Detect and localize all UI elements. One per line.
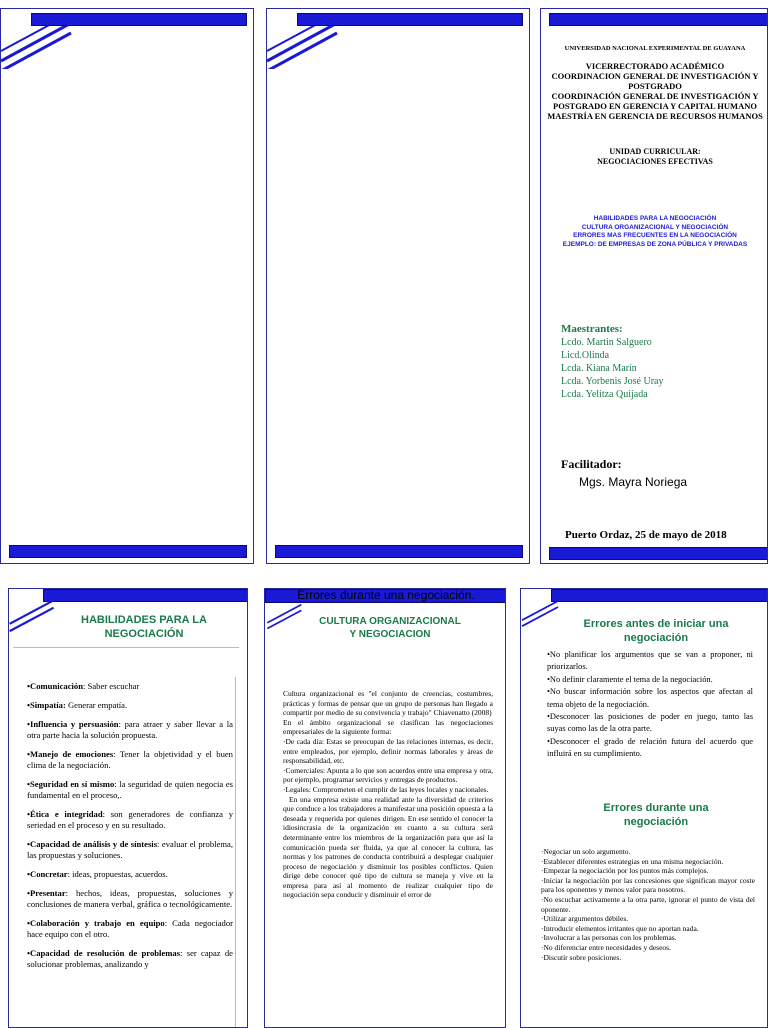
top-bar <box>549 13 768 26</box>
coordination-block <box>541 61 768 121</box>
errores-durante-title <box>551 801 761 829</box>
errores-panel <box>520 588 768 1028</box>
errores-durante-list: ·Negociar un solo argumento. ·Establecer diferentes estrategias en una misma negociación. ·Empezar la negociación por los puntos más complejos. ·Iniciar la negociación por las concesiones que significan mayor coste para los oponentes y menos valor para nosotros. ·No escuchar activamente a la otra parte, ignorar el punto de vista del oponente. ·Utilizar argumentos débiles. ·Introducir elementos irritantes que no aportan nada. ·Involucrar a las personas con los problemas. ·No diferenciar entre necesidades y deseos. ·Discutir sobre posiciones. <box>541 847 755 962</box>
skill-description: : son generadores de confianza y seriedad en el proceso y en su resultado. <box>27 809 233 830</box>
skill-item <box>27 809 233 831</box>
skill-item <box>27 918 233 940</box>
top-bar <box>297 13 523 26</box>
maestrante-name: Lcdo. Martin Salguero <box>561 337 652 348</box>
skill-item <box>27 700 233 711</box>
skill-description: : Saber escuchar <box>83 681 140 691</box>
skill-description: : para atraer y saber llevar a la otra parte hacia la solución propuesta. <box>27 719 233 740</box>
coordination-line: COORDINACIÓN GENERAL DE INVESTIGACIÓN Y <box>551 91 759 101</box>
curricular-unit <box>541 147 768 167</box>
cultura-title <box>285 615 495 641</box>
title-line: negociación <box>623 632 689 644</box>
coordination-line: COORDINACION GENERAL DE INVESTIGACIÓN Y <box>551 71 759 81</box>
bottom-bar <box>549 547 768 560</box>
skill-description: : Cada negociador hace equipo con el otro. <box>27 918 233 939</box>
paragraph: Cultura organizacional es "el conjunto de creencias, costumbres, prácticas y formas de pensar que un grupo de personas han llegado a compartir por medio de su convivencia y trabajo" Chiavenatto (2008) <box>283 689 493 718</box>
cultura-panel <box>264 588 506 1028</box>
panel-header-title: Errores durante una negociación. <box>297 588 475 602</box>
skill-item <box>27 681 233 692</box>
place-date: Puerto Ordaz, 25 de mayo de 2018 <box>565 529 727 541</box>
skill-description: : ser capaz de solucionar problemas, analizando y <box>27 948 233 969</box>
topic-line: EJEMPLO: DE EMPRESAS DE ZONA PÚBLICA Y PRIVADAS <box>562 240 748 248</box>
skill-name: •Influencia y persuasión <box>27 719 119 729</box>
coordination-line: POSTGRADO EN GERENCIA Y CAPITAL HUMANO <box>553 101 757 111</box>
habilidades-title <box>49 613 239 641</box>
skill-description: : Tener la objetividad y el buen clima de la negociación. <box>27 749 233 770</box>
skills-list <box>27 681 233 978</box>
blank-panel-left <box>0 8 254 564</box>
skill-name: •Capacidad de análisis y de síntesis <box>27 839 158 849</box>
skill-item <box>27 948 233 970</box>
skill-item <box>27 779 233 801</box>
coordination-line: POSTGRADO <box>628 81 682 91</box>
skill-item <box>27 869 233 880</box>
vicerrectorado: VICERRECTORADO ACADÉMICO <box>585 61 725 71</box>
maestrante-name: Licd.Olinda <box>561 350 610 361</box>
master-program: MAESTRÍA EN GERENCIA DE RECURSOS HUMANOS <box>547 111 763 121</box>
habilidades-panel <box>8 588 248 1028</box>
paragraph: ·Comerciales: Apunta a lo que son acuerdos entre una empresa y otra, por ejemplo, programar servicios y entregas de productos. <box>283 765 493 785</box>
top-bar <box>551 589 768 602</box>
maestrantes-block <box>561 323 664 401</box>
maestrante-name: Lcda. Yelitza Quijada <box>561 389 648 400</box>
skill-name: •Capacidad de resolución de problemas <box>27 948 181 958</box>
errores-antes-title <box>551 617 761 645</box>
title-line: Y NEGOCIACION <box>349 629 431 640</box>
title-line: CULTURA ORGANIZACIONAL <box>319 616 461 627</box>
title-line: Errores durante una <box>603 802 709 814</box>
skill-description: : la seguridad de quien negocia es fundamental en el proceso,. <box>27 779 233 800</box>
paragraph: En una empresa existe una realidad ante la diversidad de criterios que conduce a los trabajadores a manifestar una posición opuesta a la deseada y requerida por quienes dirigen. En ese sentido el conocer la idiosincrasia de la organización en cuanto a su cultura será determinante entre los miembros de la organización para que así la comunicación pueda ser fluida, ya que al conocer la cultura, las normas y los patrones de conducta contribuirá a desplegar cualquier proceso de negociación y disminuir los posibles conflictos. Quien dirige debe conocer qué tipo de cultura se maneja y vive en la empresa para así al momento de realizar cualquier tipo de negociación sepa conducir y disminuir el error de <box>283 794 493 900</box>
skill-description: Generar empatía. <box>65 700 128 710</box>
cultura-body <box>283 689 493 900</box>
title-line: negociación <box>623 816 689 828</box>
skill-description: : hechos, ideas, propuestas, soluciones y conclusiones de manera verbal, gráfica o tecnológicamente. <box>27 888 233 909</box>
maestrante-name: Lcda. Kiana Marín <box>561 363 637 374</box>
errores-antes-list: •No planificar los argumentos que se van a proponer, ni priorizarlos. •No definir claramente el tema de la negociación. •No buscar información sobre los aspectos que afectan al tema objeto de la negociación. •Desconocer las posiciones de poder en juego, tanto las suyas como las de la otra parte. •Desconocer el grado de relación futura del acuerdo que influirá en su cumplimiento. <box>547 650 753 759</box>
title-line: NEGOCIACIÓN <box>104 628 184 640</box>
university-name: UNIVERSIDAD NACIONAL EXPERIMENTAL DE GUAYANA <box>564 45 746 52</box>
bottom-bar <box>9 545 247 558</box>
skill-name: •Manejo de emociones <box>27 749 114 759</box>
top-bar <box>43 589 248 602</box>
skill-name: •Ética e integridad <box>27 809 103 819</box>
bottom-bar <box>275 545 523 558</box>
cover-panel <box>540 8 768 564</box>
skill-name: •Concretar <box>27 869 68 879</box>
topics-block <box>541 215 768 249</box>
facilitador-name: Mgs. Mayra Noriega <box>579 475 688 489</box>
topic-line: ERRORES MAS FRECUENTES EN LA NEGOCIACIÓN <box>573 232 737 239</box>
skill-item <box>27 888 233 910</box>
facilitador-label: Facilitador: <box>561 457 622 471</box>
unit-name: NEGOCIACIONES EFECTIVAS <box>597 157 713 166</box>
skill-item <box>27 839 233 861</box>
skill-item <box>27 719 233 741</box>
paragraph: ·De cada día: Estas se preocupan de las relaciones internas, es decir, entre empleados, por ejemplo, definir normas laborales y áreas de responsabilidad, etc. <box>283 736 493 766</box>
maestrante-name: Lcda. Yorbenis José Uray <box>561 376 664 387</box>
skill-name: •Seguridad en sí mismo <box>27 779 115 789</box>
skill-name: •Simpatía: <box>27 700 66 710</box>
maestrantes-label: Maestrantes: <box>561 323 623 335</box>
top-bar <box>31 13 247 26</box>
skill-name: •Comunicación <box>27 681 84 691</box>
unit-label: UNIDAD CURRICULAR: <box>609 147 701 156</box>
skill-description: : evaluar el problema, las propuestas y soluciones. <box>27 839 233 860</box>
paragraph: ·Legales: Comprometen el cumplir de las leyes locales y nacionales. <box>283 784 489 794</box>
paragraph: En el ámbito organizacional se clasifican las negociaciones empresariales de la siguiente forma: <box>283 717 493 737</box>
blank-panel-middle <box>266 8 530 564</box>
title-line: Errores antes de iniciar una <box>583 618 729 630</box>
skill-item <box>27 749 233 771</box>
skill-name: •Colaboración y trabajo en equipo <box>27 918 165 928</box>
skill-name: •Presentar <box>27 888 66 898</box>
topic-line: CULTURA ORGANIZACIONAL Y NEGOCIACIÓN <box>581 223 729 231</box>
title-line: HABILIDADES PARA LA <box>81 614 207 626</box>
skill-description: : ideas, propuestas, acuerdos. <box>67 869 168 879</box>
topic-line: HABILIDADES PARA LA NEGOCIACIÓN <box>593 215 717 222</box>
